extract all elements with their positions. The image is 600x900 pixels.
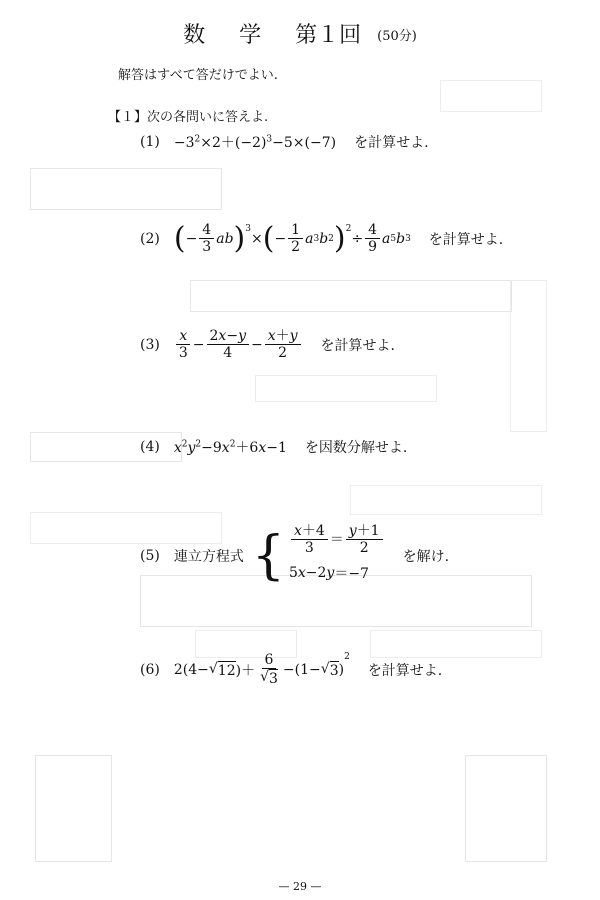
expression: 2(4− √ 12 )＋ 6 √ 3 −(1− √ 3 ) $^2$ (173, 652, 350, 687)
bleed-box (190, 280, 512, 312)
bleed-box (350, 485, 542, 515)
time-limit: (50分) (377, 29, 417, 44)
equation-system: $\frac{x+4}{3}$ ＝ $\frac{y+1}{2}$ 5 x −2 y ＝−7 (289, 522, 385, 590)
problem-number: (4) (140, 439, 160, 455)
problem-instruction: を計算せよ. (367, 662, 443, 679)
problem-number: (2) (140, 230, 160, 247)
problem-instruction: を因数分解せよ. (304, 440, 408, 456)
question-heading: 【１】次の各問いに答えよ. (108, 110, 269, 125)
bleed-box (30, 168, 222, 210)
problem-instruction: を計算せよ. (428, 231, 504, 248)
expression: $x^2y^2-9x^2+6x-1$ (173, 439, 287, 456)
problem-instruction: を計算せよ. (354, 135, 429, 151)
problem-4 (140, 437, 407, 457)
problem-6 (140, 652, 442, 687)
problem-number: (1) (140, 134, 160, 150)
title-word: 第１回 (295, 23, 362, 48)
problem-2 (140, 222, 503, 255)
bleed-box (255, 375, 437, 402)
problem-5 (140, 522, 449, 590)
answer-instruction: 解答はすべて答だけでよい. (118, 68, 278, 83)
page-title (0, 18, 600, 49)
expression: $\frac{x}{3}$ − $\frac{2x-y}{4}$ − $\frac{x+y}{2}$ (174, 328, 303, 361)
bleed-box (510, 280, 547, 432)
title-word: 学 (239, 23, 262, 48)
problem-3 (140, 328, 395, 361)
expression: $-3^2\times 2+(-2)^3-5\times(-7)$ (173, 134, 337, 151)
bleed-box (465, 755, 547, 862)
problem-number: (6) (140, 661, 160, 678)
title-word: 数 (183, 23, 206, 48)
problem-instruction: を解け. (402, 549, 450, 565)
bleed-box (35, 755, 112, 862)
page-number: — 29 — (278, 880, 322, 893)
expression: ( − $\frac{4}{3}$ ab ) $^3$ × ( − $\frac{1}{2}$ a 3 b 2 ) $^2$ ÷ $\frac{4}{9}$ a 5 b 3 (173, 220, 411, 256)
brace: { (251, 526, 285, 586)
problem-number: (5) (140, 548, 160, 564)
problem-number: (3) (140, 336, 160, 353)
problem-1 (140, 132, 429, 152)
bleed-box (440, 80, 542, 112)
problem-prefix: 連立方程式 (173, 549, 244, 565)
problem-instruction: を計算せよ. (320, 337, 395, 354)
